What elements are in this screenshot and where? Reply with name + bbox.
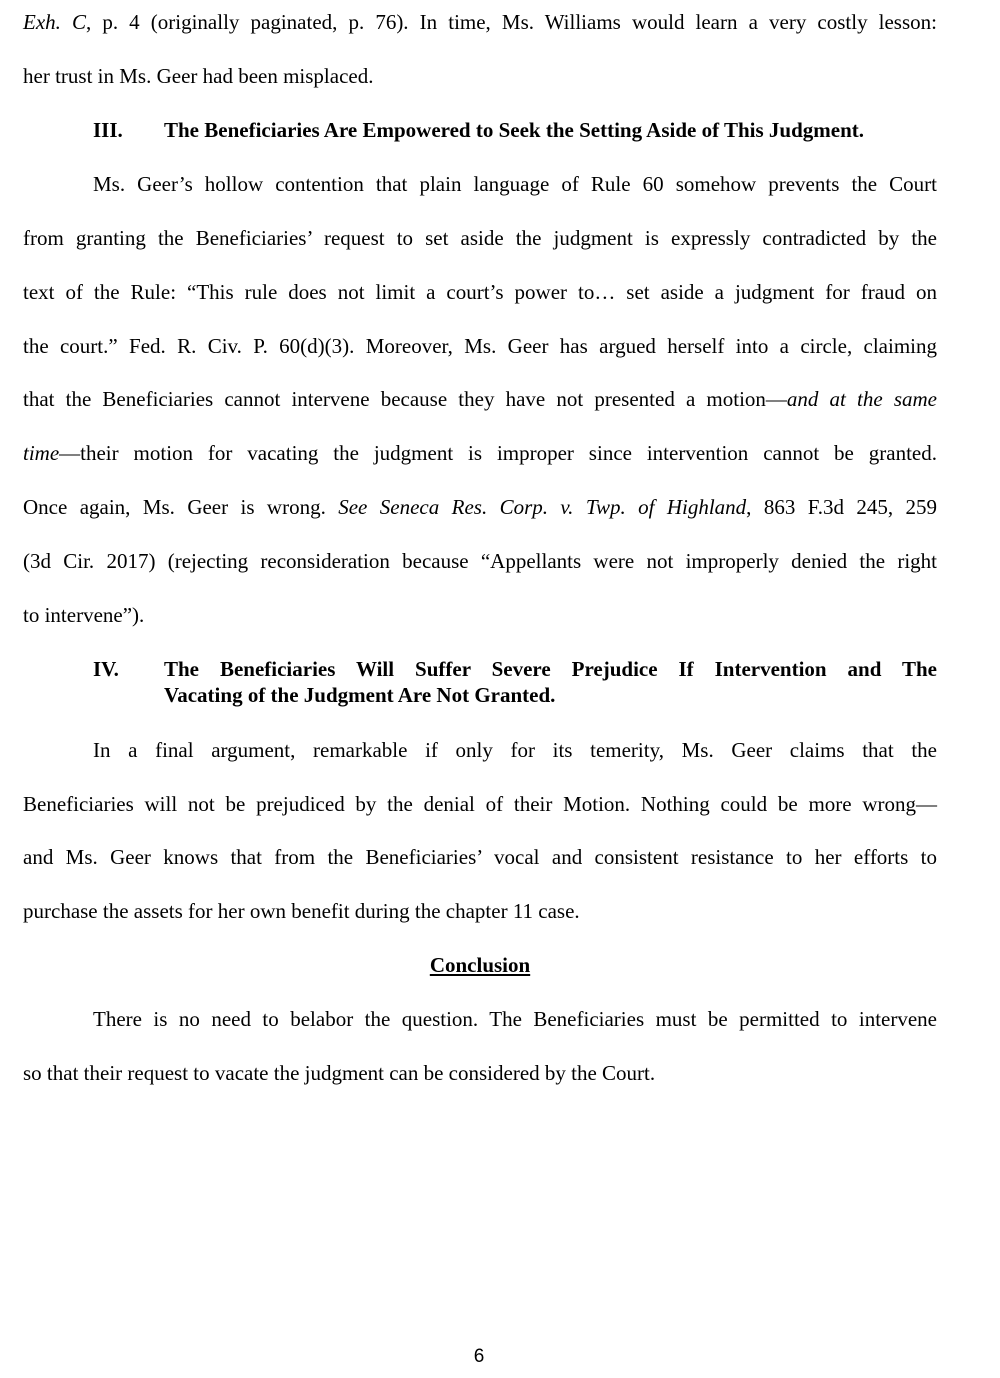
rule60-line-1: Ms. Geer’s hollow contention that plain language of Rule 60 somehow prevents the Court (93, 172, 937, 196)
section-3-number: III. (93, 118, 123, 142)
rule60-line-5: that the Beneficiaries cannot intervene because they have not presented a motion—and at the same (23, 387, 937, 411)
section-4-title-line-1: The Beneficiaries Will Suffer Severe Prejudice If Intervention and The (164, 657, 937, 681)
exhibit-citation: Exh. C (23, 10, 86, 34)
rule60-line-2: from granting the Beneficiaries’ request to set aside the judgment is expressly contradicted by the (23, 226, 937, 250)
conclusion-line-1: There is no need to belabor the question. The Beneficiaries must be permitted to intervene (93, 1007, 937, 1031)
prejudice-line-1: In a final argument, remarkable if only for its temerity, Ms. Geer claims that the (93, 738, 937, 762)
prejudice-line-4: purchase the assets for her own benefit during the chapter 11 case. (23, 899, 580, 923)
rule60-line-9: to intervene”). (23, 603, 145, 627)
page-number: 6 (473, 1346, 485, 1367)
prejudice-line-2: Beneficiaries will not be prejudiced by the denial of their Motion. Nothing could be more wrong— (23, 792, 937, 816)
section-3-title: The Beneficiaries Are Empowered to Seek the Setting Aside of This Judgment. (164, 118, 864, 142)
rule60-line-4: the court.” Fed. R. Civ. P. 60(d)(3). Moreover, Ms. Geer has argued herself into a circle, claiming (23, 334, 937, 358)
intro-line-2: her trust in Ms. Geer had been misplaced. (23, 64, 374, 88)
rule60-line-7: Once again, Ms. Geer is wrong. See Seneca Res. Corp. v. Twp. of Highland, 863 F.3d 245, 259 (23, 495, 938, 519)
intro-line-1: Exh. C, p. 4 (originally paginated, p. 76). In time, Ms. Williams would learn a very costly lesson: (23, 10, 937, 34)
rule60-line-3: text of the Rule: “This rule does not limit a court’s power to… set aside a judgment for fraud on (23, 280, 937, 304)
prejudice-line-3: and Ms. Geer knows that from the Beneficiaries’ vocal and consistent resistance to her efforts to (23, 845, 937, 869)
rule60-line-6: time—their motion for vacating the judgment is improper since intervention cannot be granted. (23, 441, 937, 465)
case-citation: See Seneca Res. Corp. v. Twp. of Highland (338, 495, 747, 519)
rule60-line-8: (3d Cir. 2017) (rejecting reconsideration because “Appellants were not improperly denied the right (23, 549, 937, 573)
conclusion-heading: Conclusion (429, 953, 531, 977)
section-4-title-line-2: Vacating of the Judgment Are Not Granted. (164, 683, 556, 707)
section-4-number: IV. (93, 657, 119, 681)
conclusion-line-2: so that their request to vacate the judgment can be considered by the Court. (23, 1061, 656, 1085)
